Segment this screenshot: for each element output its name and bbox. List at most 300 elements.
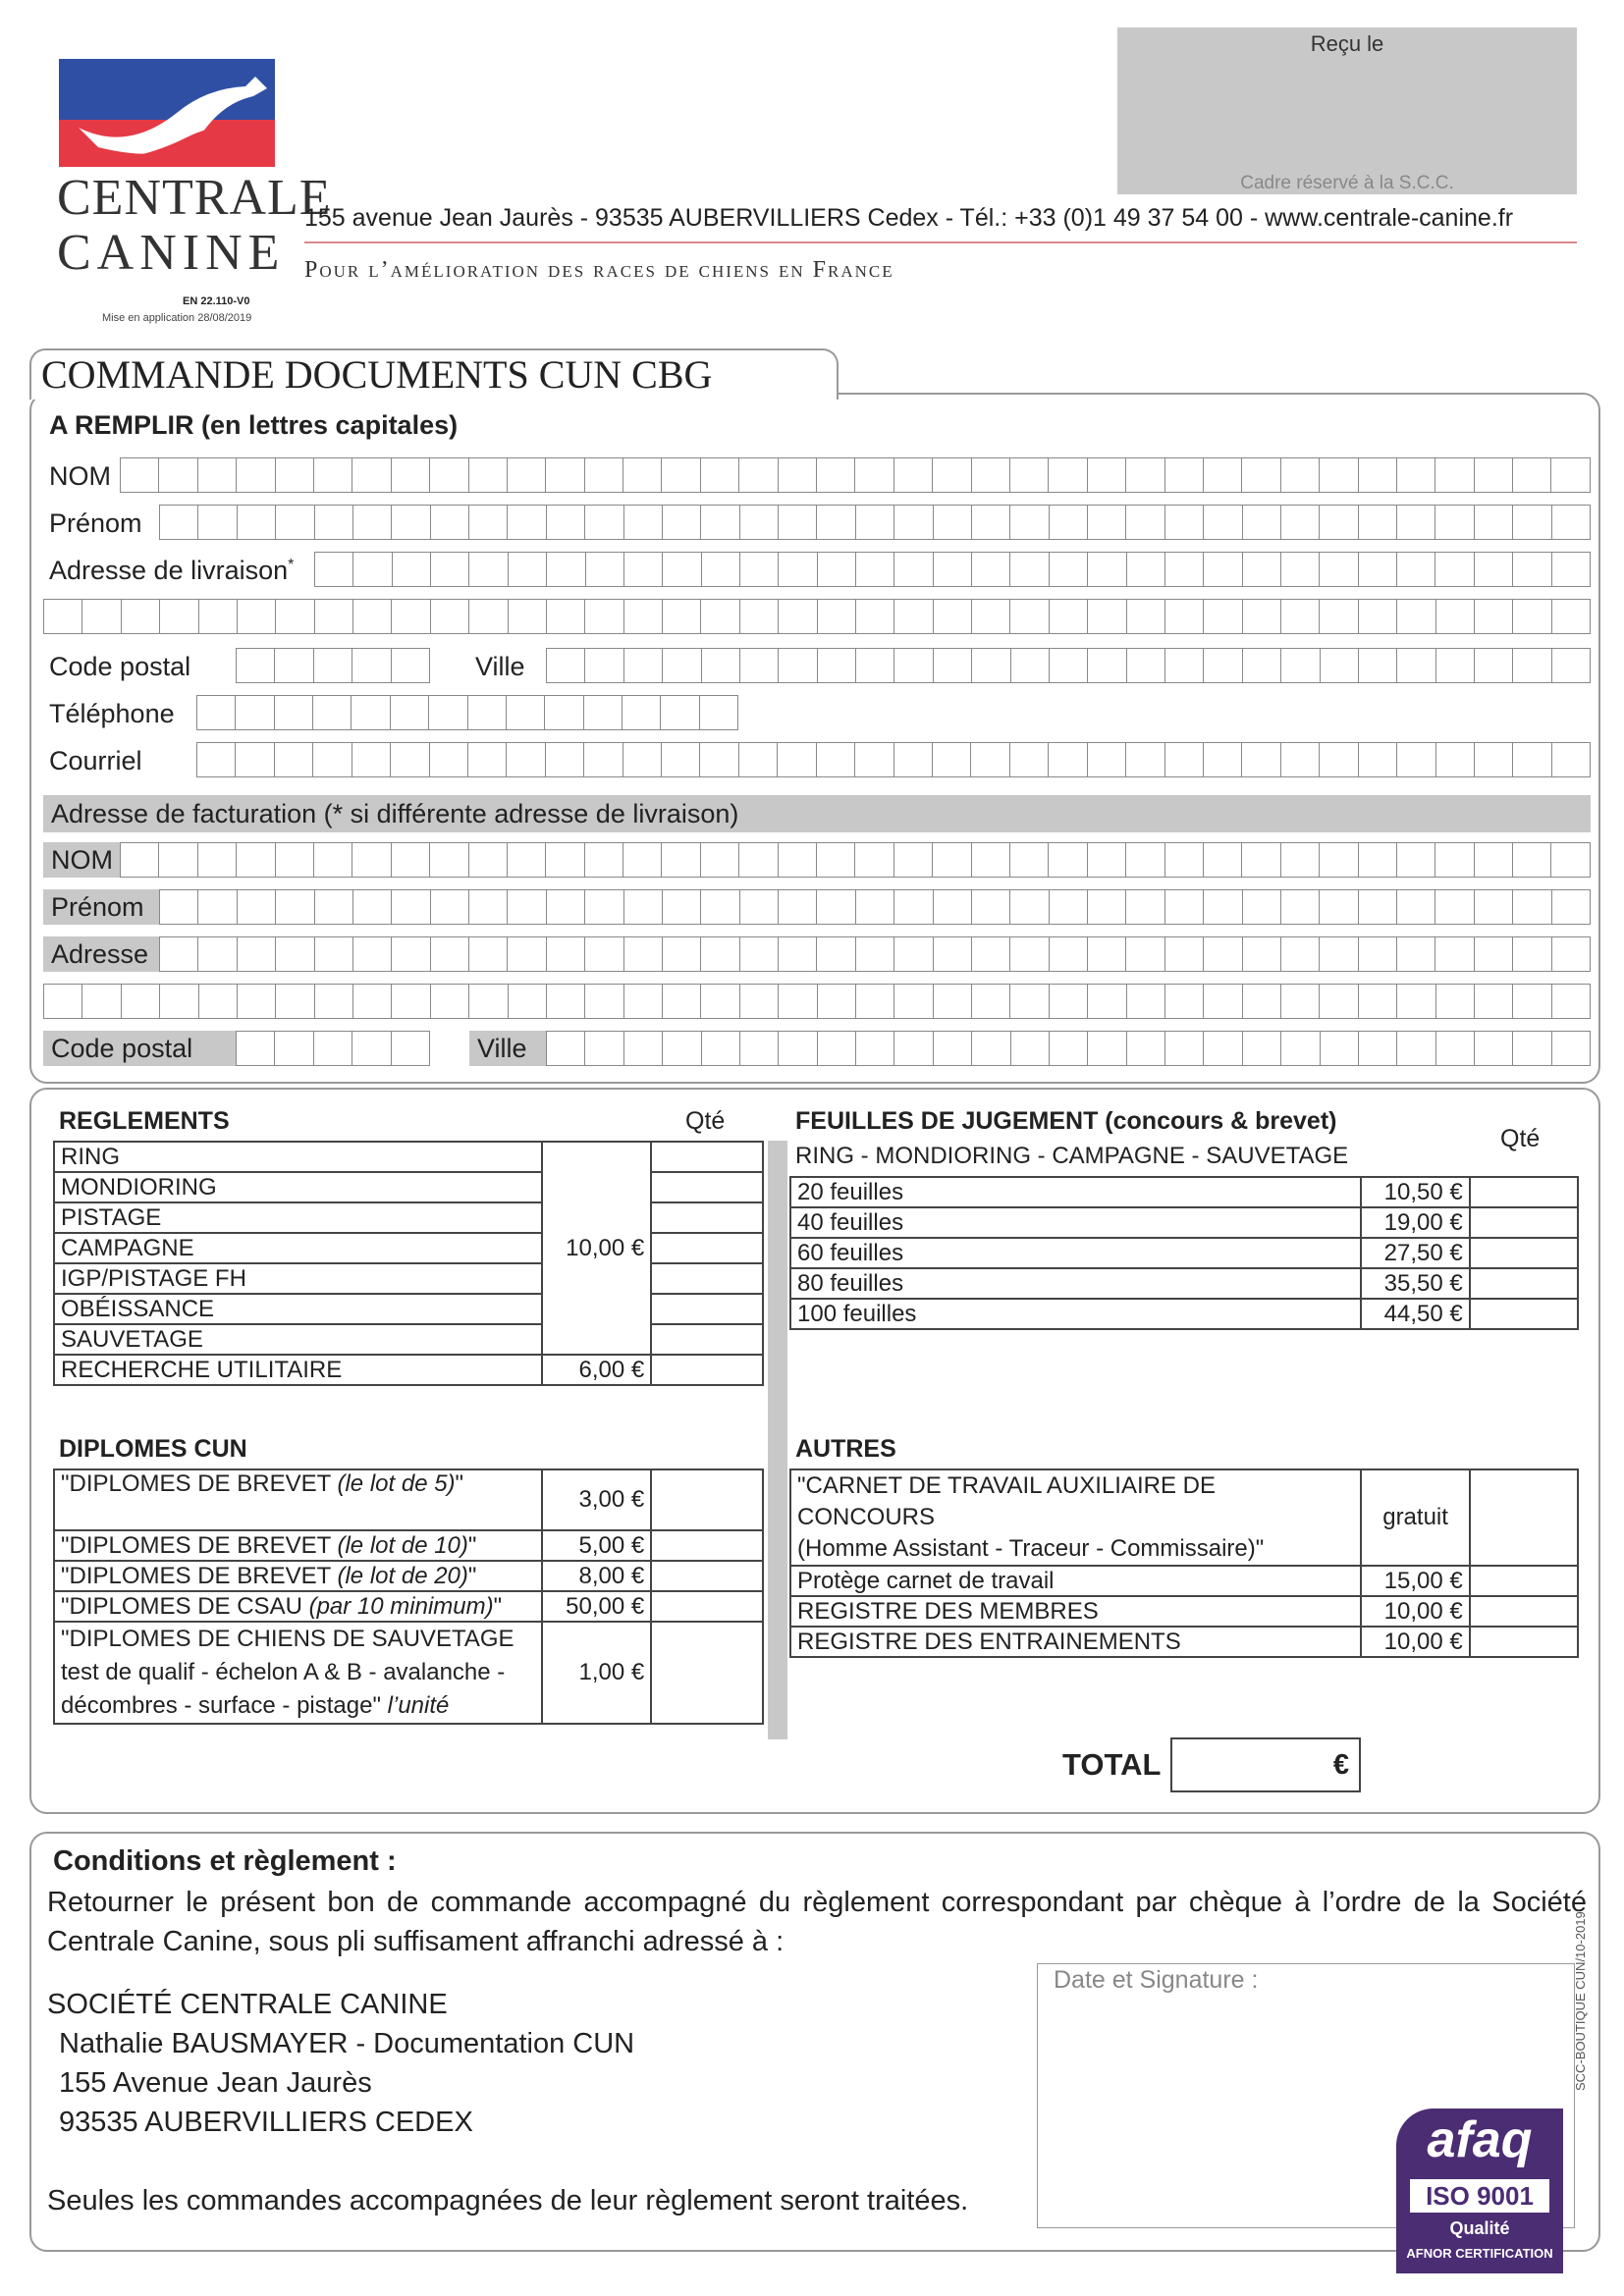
- char-cell[interactable]: [740, 937, 779, 971]
- char-cell[interactable]: [1475, 506, 1513, 539]
- char-cell[interactable]: [1475, 458, 1513, 492]
- quantity-input[interactable]: [1470, 1177, 1578, 1207]
- char-cell[interactable]: [624, 600, 663, 633]
- char-cell[interactable]: [275, 743, 313, 776]
- char-cell[interactable]: [1243, 890, 1281, 924]
- char-cell[interactable]: [353, 937, 392, 971]
- char-cell[interactable]: [431, 985, 469, 1018]
- quantity-input[interactable]: [1470, 1238, 1578, 1268]
- char-cell[interactable]: [547, 890, 585, 924]
- char-cell[interactable]: [1011, 649, 1050, 682]
- char-cell[interactable]: [352, 843, 391, 877]
- billing-address-input[interactable]: [159, 936, 1591, 972]
- char-cell[interactable]: [1011, 1032, 1050, 1065]
- char-cell[interactable]: [1436, 600, 1475, 633]
- char-cell[interactable]: [1320, 743, 1358, 776]
- char-cell[interactable]: [1359, 843, 1397, 877]
- char-cell[interactable]: [1243, 1032, 1281, 1065]
- char-cell[interactable]: [1552, 553, 1590, 586]
- char-cell[interactable]: [352, 458, 391, 492]
- char-cell[interactable]: [740, 506, 779, 539]
- char-cell[interactable]: [818, 553, 856, 586]
- char-cell[interactable]: [1165, 600, 1204, 633]
- char-cell[interactable]: [1436, 1032, 1475, 1065]
- char-cell[interactable]: [972, 843, 1010, 877]
- char-cell[interactable]: [818, 985, 856, 1018]
- char-cell[interactable]: [1359, 506, 1397, 539]
- quantity-input[interactable]: [1470, 1207, 1578, 1238]
- char-cell[interactable]: [817, 458, 855, 492]
- quantity-input[interactable]: [651, 1202, 763, 1233]
- char-cell[interactable]: [1204, 1032, 1242, 1065]
- quantity-input[interactable]: [651, 1263, 763, 1294]
- char-cell[interactable]: [1475, 600, 1513, 633]
- char-cell[interactable]: [1475, 890, 1513, 924]
- char-cell[interactable]: [1010, 985, 1049, 1018]
- char-cell[interactable]: [817, 937, 855, 971]
- char-cell[interactable]: [584, 696, 623, 729]
- char-cell[interactable]: [623, 743, 662, 776]
- char-cell[interactable]: [315, 600, 353, 633]
- char-cell[interactable]: [160, 937, 198, 971]
- char-cell[interactable]: [1321, 1032, 1359, 1065]
- char-cell[interactable]: [1126, 506, 1164, 539]
- char-cell[interactable]: [1049, 843, 1087, 877]
- char-cell[interactable]: [1050, 985, 1088, 1018]
- char-cell[interactable]: [1359, 1032, 1397, 1065]
- char-cell[interactable]: [740, 890, 779, 924]
- char-cell[interactable]: [1165, 985, 1204, 1018]
- char-cell[interactable]: [276, 843, 314, 877]
- char-cell[interactable]: [972, 1032, 1010, 1065]
- char-cell[interactable]: [508, 843, 546, 877]
- quantity-input[interactable]: [651, 1591, 763, 1622]
- char-cell[interactable]: [700, 743, 738, 776]
- char-cell[interactable]: [1126, 890, 1164, 924]
- char-cell[interactable]: [392, 1032, 429, 1065]
- billing-city-input[interactable]: [546, 1031, 1591, 1066]
- char-cell[interactable]: [392, 985, 430, 1018]
- char-cell[interactable]: [1397, 985, 1435, 1018]
- char-cell[interactable]: [701, 506, 739, 539]
- char-cell[interactable]: [199, 985, 238, 1018]
- char-cell[interactable]: [392, 506, 430, 539]
- char-cell[interactable]: [44, 600, 82, 633]
- char-cell[interactable]: [624, 985, 663, 1018]
- city-input[interactable]: [546, 648, 1591, 683]
- char-cell[interactable]: [702, 649, 740, 682]
- char-cell[interactable]: [313, 743, 352, 776]
- char-cell[interactable]: [739, 743, 778, 776]
- char-cell[interactable]: [469, 937, 508, 971]
- char-cell[interactable]: [430, 843, 468, 877]
- char-cell[interactable]: [702, 553, 740, 586]
- char-cell[interactable]: [547, 600, 585, 633]
- char-cell[interactable]: [1127, 553, 1165, 586]
- char-cell[interactable]: [1359, 985, 1397, 1018]
- char-cell[interactable]: [238, 985, 276, 1018]
- char-cell[interactable]: [1165, 1032, 1204, 1065]
- char-cell[interactable]: [546, 843, 584, 877]
- char-cell[interactable]: [1242, 843, 1280, 877]
- char-cell[interactable]: [663, 553, 701, 586]
- char-cell[interactable]: [1281, 506, 1320, 539]
- char-cell[interactable]: [315, 985, 353, 1018]
- char-cell[interactable]: [1243, 985, 1281, 1018]
- char-cell[interactable]: [817, 743, 855, 776]
- char-cell[interactable]: [508, 937, 546, 971]
- char-cell[interactable]: [972, 600, 1010, 633]
- char-cell[interactable]: [468, 743, 507, 776]
- char-cell[interactable]: [1165, 506, 1204, 539]
- quantity-input[interactable]: [651, 1355, 763, 1385]
- char-cell[interactable]: [1320, 600, 1358, 633]
- char-cell[interactable]: [352, 649, 391, 682]
- char-cell[interactable]: [972, 506, 1010, 539]
- char-cell[interactable]: [469, 458, 508, 492]
- char-cell[interactable]: [1551, 843, 1589, 877]
- char-cell[interactable]: [1050, 600, 1088, 633]
- char-cell[interactable]: [661, 696, 699, 729]
- char-cell[interactable]: [121, 843, 159, 877]
- char-cell[interactable]: [1204, 890, 1242, 924]
- char-cell[interactable]: [818, 1032, 856, 1065]
- char-cell[interactable]: [1127, 985, 1165, 1018]
- quantity-input[interactable]: [651, 1294, 763, 1324]
- char-cell[interactable]: [1204, 743, 1242, 776]
- char-cell[interactable]: [431, 937, 469, 971]
- char-cell[interactable]: [1243, 553, 1281, 586]
- char-cell[interactable]: [779, 890, 817, 924]
- char-cell[interactable]: [1281, 649, 1320, 682]
- quantity-input[interactable]: [651, 1142, 763, 1172]
- char-cell[interactable]: [856, 1032, 894, 1065]
- char-cell[interactable]: [160, 890, 198, 924]
- char-cell[interactable]: [624, 890, 663, 924]
- char-cell[interactable]: [1088, 600, 1126, 633]
- char-cell[interactable]: [353, 985, 392, 1018]
- char-cell[interactable]: [818, 600, 856, 633]
- char-cell[interactable]: [1551, 458, 1589, 492]
- char-cell[interactable]: [1088, 843, 1126, 877]
- char-cell[interactable]: [740, 985, 779, 1018]
- char-cell[interactable]: [934, 1032, 972, 1065]
- char-cell[interactable]: [585, 649, 623, 682]
- char-cell[interactable]: [1088, 985, 1126, 1018]
- char-cell[interactable]: [82, 985, 121, 1018]
- char-cell[interactable]: [894, 649, 933, 682]
- char-cell[interactable]: [1436, 743, 1475, 776]
- char-cell[interactable]: [509, 985, 547, 1018]
- char-cell[interactable]: [431, 600, 469, 633]
- char-cell[interactable]: [237, 843, 275, 877]
- quantity-input[interactable]: [1470, 1268, 1578, 1299]
- char-cell[interactable]: [778, 743, 816, 776]
- char-cell[interactable]: [431, 553, 469, 586]
- char-cell[interactable]: [934, 553, 972, 586]
- char-cell[interactable]: [315, 890, 353, 924]
- char-cell[interactable]: [934, 506, 972, 539]
- char-cell[interactable]: [779, 843, 817, 877]
- char-cell[interactable]: [779, 1032, 817, 1065]
- char-cell[interactable]: [276, 937, 314, 971]
- char-cell[interactable]: [353, 600, 392, 633]
- char-cell[interactable]: [1010, 553, 1049, 586]
- char-cell[interactable]: [1010, 600, 1049, 633]
- char-cell[interactable]: [1359, 890, 1397, 924]
- char-cell[interactable]: [1397, 553, 1435, 586]
- char-cell[interactable]: [159, 843, 197, 877]
- char-cell[interactable]: [972, 458, 1010, 492]
- char-cell[interactable]: [1088, 937, 1126, 971]
- char-cell[interactable]: [1126, 843, 1164, 877]
- char-cell[interactable]: [1475, 1032, 1513, 1065]
- char-cell[interactable]: [468, 696, 507, 729]
- char-cell[interactable]: [1397, 458, 1435, 492]
- prenom-input[interactable]: [159, 505, 1591, 540]
- char-cell[interactable]: [585, 937, 623, 971]
- char-cell[interactable]: [1513, 458, 1551, 492]
- char-cell[interactable]: [238, 937, 276, 971]
- char-cell[interactable]: [1088, 890, 1126, 924]
- char-cell[interactable]: [315, 506, 353, 539]
- char-cell[interactable]: [1050, 553, 1088, 586]
- char-cell[interactable]: [894, 553, 933, 586]
- char-cell[interactable]: [856, 506, 894, 539]
- char-cell[interactable]: [1050, 937, 1088, 971]
- char-cell[interactable]: [198, 458, 237, 492]
- char-cell[interactable]: [508, 890, 546, 924]
- char-cell[interactable]: [1281, 843, 1320, 877]
- billing-postal-code-input[interactable]: [236, 1031, 430, 1066]
- char-cell[interactable]: [701, 890, 739, 924]
- char-cell[interactable]: [624, 937, 663, 971]
- char-cell[interactable]: [1552, 1032, 1590, 1065]
- char-cell[interactable]: [199, 600, 238, 633]
- char-cell[interactable]: [1243, 937, 1281, 971]
- char-cell[interactable]: [1397, 743, 1435, 776]
- char-cell[interactable]: [855, 458, 893, 492]
- char-cell[interactable]: [1475, 649, 1513, 682]
- char-cell[interactable]: [585, 890, 623, 924]
- char-cell[interactable]: [894, 600, 933, 633]
- char-cell[interactable]: [779, 458, 817, 492]
- char-cell[interactable]: [1397, 649, 1435, 682]
- quantity-input[interactable]: [1470, 1596, 1578, 1627]
- total-input[interactable]: [1170, 1737, 1361, 1792]
- char-cell[interactable]: [469, 890, 508, 924]
- char-cell[interactable]: [662, 843, 700, 877]
- char-cell[interactable]: [1475, 937, 1513, 971]
- char-cell[interactable]: [1126, 458, 1164, 492]
- char-cell[interactable]: [353, 553, 392, 586]
- char-cell[interactable]: [198, 890, 237, 924]
- char-cell[interactable]: [431, 506, 469, 539]
- char-cell[interactable]: [508, 458, 546, 492]
- char-cell[interactable]: [1049, 743, 1087, 776]
- char-cell[interactable]: [545, 696, 583, 729]
- char-cell[interactable]: [547, 506, 585, 539]
- char-cell[interactable]: [1010, 843, 1049, 877]
- char-cell[interactable]: [740, 1032, 779, 1065]
- char-cell[interactable]: [1242, 458, 1280, 492]
- char-cell[interactable]: [1320, 458, 1358, 492]
- char-cell[interactable]: [121, 458, 159, 492]
- char-cell[interactable]: [624, 506, 663, 539]
- char-cell[interactable]: [585, 600, 623, 633]
- char-cell[interactable]: [1243, 506, 1281, 539]
- char-cell[interactable]: [1475, 553, 1513, 586]
- char-cell[interactable]: [198, 843, 237, 877]
- char-cell[interactable]: [507, 696, 545, 729]
- char-cell[interactable]: [934, 600, 972, 633]
- char-cell[interactable]: [1320, 890, 1358, 924]
- char-cell[interactable]: [740, 600, 779, 633]
- char-cell[interactable]: [1281, 743, 1320, 776]
- char-cell[interactable]: [739, 458, 778, 492]
- char-cell[interactable]: [855, 843, 893, 877]
- char-cell[interactable]: [1552, 649, 1590, 682]
- char-cell[interactable]: [1435, 506, 1474, 539]
- char-cell[interactable]: [1281, 458, 1320, 492]
- char-cell[interactable]: [469, 553, 508, 586]
- char-cell[interactable]: [1320, 843, 1358, 877]
- char-cell[interactable]: [856, 553, 894, 586]
- char-cell[interactable]: [314, 843, 352, 877]
- char-cell[interactable]: [314, 458, 352, 492]
- char-cell[interactable]: [1010, 890, 1049, 924]
- char-cell[interactable]: [1204, 937, 1242, 971]
- char-cell[interactable]: [352, 743, 391, 776]
- char-cell[interactable]: [1050, 649, 1088, 682]
- char-cell[interactable]: [1243, 600, 1281, 633]
- char-cell[interactable]: [1513, 1032, 1551, 1065]
- char-cell[interactable]: [779, 506, 817, 539]
- char-cell[interactable]: [1165, 458, 1204, 492]
- char-cell[interactable]: [352, 1032, 391, 1065]
- nom-input[interactable]: [120, 457, 1591, 493]
- quantity-input[interactable]: [651, 1530, 763, 1561]
- char-cell[interactable]: [1165, 743, 1204, 776]
- char-cell[interactable]: [663, 890, 701, 924]
- char-cell[interactable]: [160, 506, 198, 539]
- char-cell[interactable]: [1050, 506, 1088, 539]
- char-cell[interactable]: [276, 458, 314, 492]
- char-cell[interactable]: [1435, 937, 1474, 971]
- char-cell[interactable]: [585, 506, 623, 539]
- char-cell[interactable]: [1165, 890, 1204, 924]
- char-cell[interactable]: [779, 985, 817, 1018]
- char-cell[interactable]: [1050, 1032, 1088, 1065]
- char-cell[interactable]: [1320, 985, 1358, 1018]
- char-cell[interactable]: [1320, 553, 1358, 586]
- char-cell[interactable]: [1435, 553, 1474, 586]
- char-cell[interactable]: [856, 890, 894, 924]
- char-cell[interactable]: [662, 743, 700, 776]
- char-cell[interactable]: [1088, 649, 1126, 682]
- char-cell[interactable]: [1475, 985, 1513, 1018]
- char-cell[interactable]: [314, 1032, 352, 1065]
- char-cell[interactable]: [624, 649, 663, 682]
- char-cell[interactable]: [894, 985, 933, 1018]
- char-cell[interactable]: [1435, 843, 1474, 877]
- char-cell[interactable]: [1513, 506, 1551, 539]
- char-cell[interactable]: [1397, 600, 1435, 633]
- char-cell[interactable]: [663, 1032, 701, 1065]
- char-cell[interactable]: [1243, 649, 1281, 682]
- char-cell[interactable]: [313, 696, 352, 729]
- char-cell[interactable]: [547, 1032, 585, 1065]
- char-cell[interactable]: [1050, 890, 1088, 924]
- postal-code-input[interactable]: [236, 648, 430, 683]
- char-cell[interactable]: [1513, 743, 1551, 776]
- quantity-input[interactable]: [651, 1561, 763, 1591]
- char-cell[interactable]: [1436, 649, 1475, 682]
- char-cell[interactable]: [1165, 937, 1204, 971]
- char-cell[interactable]: [276, 890, 314, 924]
- char-cell[interactable]: [934, 649, 972, 682]
- char-cell[interactable]: [1127, 600, 1165, 633]
- char-cell[interactable]: [1320, 506, 1358, 539]
- char-cell[interactable]: [1552, 985, 1590, 1018]
- char-cell[interactable]: [700, 696, 737, 729]
- char-cell[interactable]: [469, 985, 508, 1018]
- char-cell[interactable]: [817, 843, 855, 877]
- char-cell[interactable]: [1165, 649, 1204, 682]
- char-cell[interactable]: [122, 985, 160, 1018]
- char-cell[interactable]: [585, 985, 623, 1018]
- char-cell[interactable]: [701, 937, 739, 971]
- char-cell[interactable]: [972, 937, 1010, 971]
- char-cell[interactable]: [1165, 553, 1204, 586]
- char-cell[interactable]: [663, 985, 701, 1018]
- char-cell[interactable]: [469, 506, 508, 539]
- char-cell[interactable]: [701, 985, 739, 1018]
- char-cell[interactable]: [623, 696, 661, 729]
- char-cell[interactable]: [1359, 743, 1397, 776]
- char-cell[interactable]: [585, 458, 623, 492]
- char-cell[interactable]: [817, 506, 855, 539]
- quantity-input[interactable]: [1470, 1469, 1578, 1566]
- char-cell[interactable]: [238, 506, 276, 539]
- char-cell[interactable]: [1359, 649, 1397, 682]
- char-cell[interactable]: [1475, 743, 1513, 776]
- char-cell[interactable]: [392, 937, 430, 971]
- char-cell[interactable]: [1397, 506, 1435, 539]
- char-cell[interactable]: [237, 1032, 275, 1065]
- billing-address-input-2[interactable]: [43, 984, 1591, 1019]
- char-cell[interactable]: [972, 890, 1010, 924]
- char-cell[interactable]: [276, 506, 314, 539]
- char-cell[interactable]: [391, 696, 429, 729]
- char-cell[interactable]: [934, 985, 972, 1018]
- char-cell[interactable]: [933, 458, 971, 492]
- billing-nom-input[interactable]: [120, 842, 1591, 878]
- char-cell[interactable]: [198, 506, 237, 539]
- quantity-input[interactable]: [651, 1233, 763, 1263]
- char-cell[interactable]: [276, 600, 314, 633]
- email-input[interactable]: [196, 742, 1591, 777]
- char-cell[interactable]: [856, 649, 894, 682]
- char-cell[interactable]: [1397, 937, 1435, 971]
- char-cell[interactable]: [82, 600, 121, 633]
- char-cell[interactable]: [894, 506, 933, 539]
- char-cell[interactable]: [353, 890, 392, 924]
- char-cell[interactable]: [546, 743, 584, 776]
- char-cell[interactable]: [1513, 649, 1551, 682]
- char-cell[interactable]: [352, 696, 390, 729]
- char-cell[interactable]: [972, 985, 1010, 1018]
